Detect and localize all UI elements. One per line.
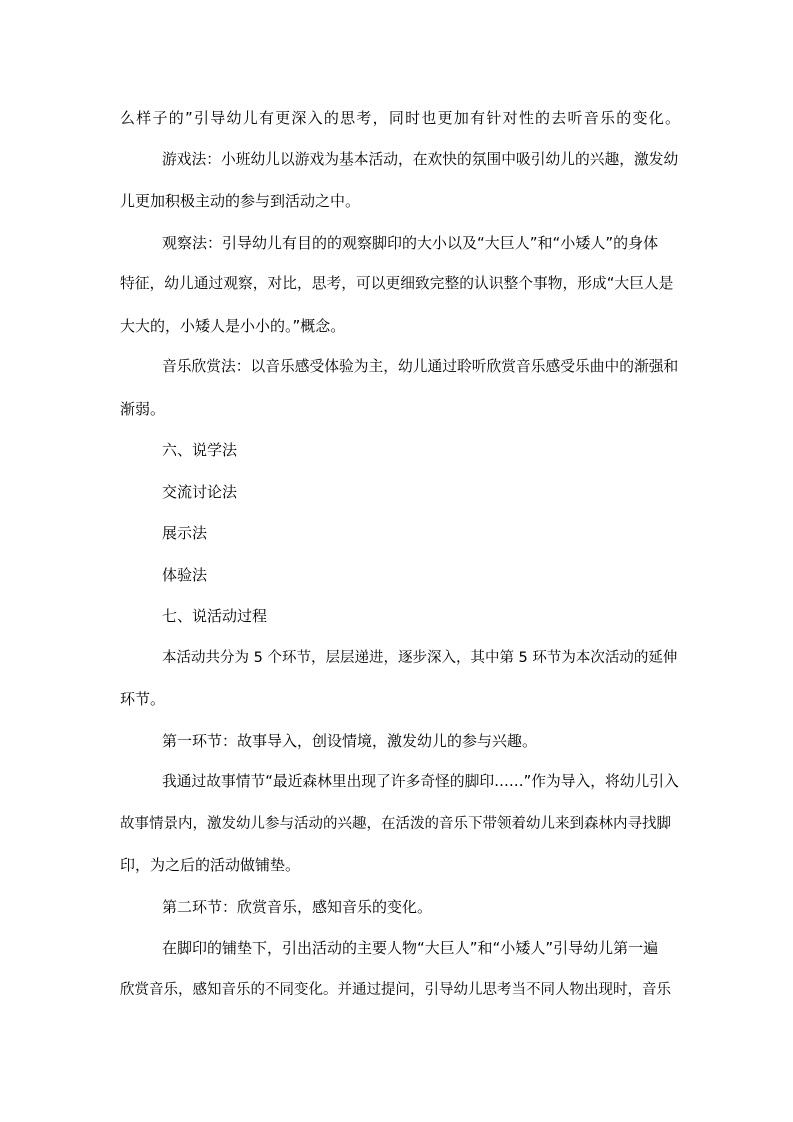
section-heading: 七、说活动过程: [162, 607, 268, 625]
text-line: 第二环节：欣赏音乐，感知音乐的变化。: [162, 898, 433, 916]
text-line: 儿更加积极主动的参与到活动之中。: [120, 192, 361, 210]
text-line: 故事情景内，激发幼儿参与活动的兴趣，在活泼的音乐下带领着幼儿来到森林内寻找脚: [120, 816, 671, 832]
text-line: 体验法: [162, 566, 208, 584]
text-line: 大大的，小矮人是小小的。”概念。: [120, 317, 346, 335]
section-heading: 六、说学法: [162, 441, 238, 459]
text-line: 本活动共分为 5 个环节，层层递进，逐步深入，其中第 5 环节为本次活动的延伸: [162, 650, 678, 666]
text-line: 音乐欣赏法：以音乐感受体验为主，幼儿通过聆听欣赏音乐感受乐曲中的渐强和: [162, 358, 679, 375]
text-line: 展示法: [162, 524, 208, 542]
text-line: 第一环节：故事导入，创设情境，激发幼儿的参与兴趣。: [162, 732, 538, 750]
text-line: 游戏法：小班幼儿以游戏为基本活动，在欢快的氛围中吸引幼儿的兴趣，激发幼: [162, 151, 679, 168]
text-line: 我通过故事情节“最近森林里出现了许多奇怪的脚印……”作为导入，将幼儿引入: [162, 773, 679, 790]
text-line: 观察法：引导幼儿有目的的观察脚印的大小以及“大巨人”和“小矮人”的身体: [162, 234, 659, 252]
text-line: 欣赏音乐，感知音乐的不同变化。并通过提问，引导幼儿思考当不同人物出现时，音乐: [120, 982, 671, 998]
text-line: 环节。: [120, 690, 166, 708]
text-line: 印，为之后的活动做铺垫。: [120, 856, 301, 874]
text-line: 特征，幼儿通过观察，对比，思考，可以更细致完整的认识整个事物，形成“大巨人是: [120, 275, 674, 292]
text-line: 么样子的”引导幼儿有更深入的思考，同时也更加有针对性的去听音乐的变化。: [120, 109, 680, 127]
text-line: 在脚印的铺垫下，引出活动的主要人物“大巨人”和“小矮人”引导幼儿第一遍: [162, 939, 659, 957]
text-line: 交流讨论法: [162, 483, 238, 501]
text-line: 渐弱。: [120, 400, 166, 418]
